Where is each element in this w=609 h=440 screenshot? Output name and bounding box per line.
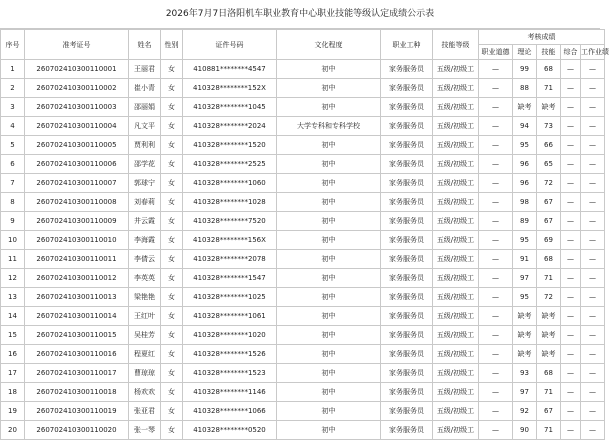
cell-level: 五级/初级工 <box>433 117 479 136</box>
cell-id: 410328********1061 <box>183 307 277 326</box>
cell-name: 凡文平 <box>129 117 161 136</box>
cell-job: 家务服务员 <box>381 212 433 231</box>
cell-skill: 66 <box>537 136 561 155</box>
cell-seq: 2 <box>1 79 25 98</box>
cell-job: 家务服务员 <box>381 383 433 402</box>
cell-ticket: 260702410300110007 <box>25 174 129 193</box>
cell-performance: — <box>581 345 605 364</box>
cell-job: 家务服务员 <box>381 421 433 440</box>
table-row <box>1 345 605 364</box>
cell-level: 五级/初级工 <box>433 326 479 345</box>
cell-level: 五级/初级工 <box>433 231 479 250</box>
cell-job: 家务服务员 <box>381 193 433 212</box>
cell-seq: 17 <box>1 364 25 383</box>
table-header <box>1 30 609 60</box>
cell-theory: 97 <box>513 383 537 402</box>
cell-overall: — <box>561 307 581 326</box>
cell-ticket: 260702410300110016 <box>25 345 129 364</box>
cell-edu: 初中 <box>277 231 381 250</box>
cell-level: 五级/初级工 <box>433 269 479 288</box>
cell-level: 五级/初级工 <box>433 383 479 402</box>
cell-ethics: — <box>479 212 513 231</box>
cell-name: 王红叶 <box>129 307 161 326</box>
cell-overall: — <box>561 269 581 288</box>
cell-performance: — <box>581 402 605 421</box>
cell-ticket: 260702410300110004 <box>25 117 129 136</box>
cell-job: 家务服务员 <box>381 231 433 250</box>
cell-seq: 4 <box>1 117 25 136</box>
cell-overall: — <box>561 155 581 174</box>
cell-ethics: — <box>479 250 513 269</box>
cell-id: 410328********1547 <box>183 269 277 288</box>
cell-skill: 缺考 <box>537 307 561 326</box>
cell-edu: 大学专科和专科学校 <box>277 117 381 136</box>
cell-id: 410328********2525 <box>183 155 277 174</box>
cell-ethics: — <box>479 288 513 307</box>
cell-theory: 99 <box>513 60 537 79</box>
cell-theory: 94 <box>513 117 537 136</box>
cell-ticket: 260702410300110010 <box>25 231 129 250</box>
cell-job: 家务服务员 <box>381 98 433 117</box>
table-row <box>1 155 605 174</box>
cell-ticket: 260702410300110006 <box>25 155 129 174</box>
cell-seq: 14 <box>1 307 25 326</box>
cell-skill: 71 <box>537 421 561 440</box>
cell-name: 刘春莉 <box>129 193 161 212</box>
cell-name: 李英英 <box>129 269 161 288</box>
cell-skill: 71 <box>537 269 561 288</box>
cell-seq: 11 <box>1 250 25 269</box>
cell-level: 五级/初级工 <box>433 193 479 212</box>
cell-overall: — <box>561 174 581 193</box>
cell-skill: 71 <box>537 383 561 402</box>
cell-gender: 女 <box>161 402 183 421</box>
cell-job: 家务服务员 <box>381 269 433 288</box>
cell-overall: — <box>561 193 581 212</box>
cell-edu: 初中 <box>277 326 381 345</box>
cell-seq: 12 <box>1 269 25 288</box>
cell-level: 五级/初级工 <box>433 79 479 98</box>
cell-edu: 初中 <box>277 383 381 402</box>
cell-seq: 3 <box>1 98 25 117</box>
col-header-gender: 性别 <box>161 30 183 60</box>
cell-level: 五级/初级工 <box>433 155 479 174</box>
cell-theory: 89 <box>513 212 537 231</box>
cell-level: 五级/初级工 <box>433 60 479 79</box>
table-row <box>1 212 605 231</box>
cell-overall: — <box>561 288 581 307</box>
cell-seq: 1 <box>1 60 25 79</box>
cell-level: 五级/初级工 <box>433 288 479 307</box>
cell-name: 井云霞 <box>129 212 161 231</box>
cell-id: 410328********7520 <box>183 212 277 231</box>
cell-skill: 68 <box>537 364 561 383</box>
cell-job: 家务服务员 <box>381 155 433 174</box>
cell-edu: 初中 <box>277 174 381 193</box>
cell-job: 家务服务员 <box>381 79 433 98</box>
cell-seq: 20 <box>1 421 25 440</box>
cell-ethics: — <box>479 98 513 117</box>
cell-skill: 67 <box>537 193 561 212</box>
cell-skill: 68 <box>537 60 561 79</box>
cell-ticket: 260702410300110012 <box>25 269 129 288</box>
cell-performance: — <box>581 174 605 193</box>
table-row <box>1 193 605 212</box>
cell-performance: — <box>581 79 605 98</box>
table-row <box>1 231 605 250</box>
cell-overall: — <box>561 402 581 421</box>
col-header-scores-group: 考核成绩 <box>479 30 605 45</box>
cell-id: 410328********2024 <box>183 117 277 136</box>
cell-performance: — <box>581 326 605 345</box>
cell-performance: — <box>581 231 605 250</box>
table-row <box>1 174 605 193</box>
cell-job: 家务服务员 <box>381 174 433 193</box>
cell-id: 410328********1146 <box>183 383 277 402</box>
cell-edu: 初中 <box>277 364 381 383</box>
cell-level: 五级/初级工 <box>433 402 479 421</box>
cell-gender: 女 <box>161 79 183 98</box>
cell-gender: 女 <box>161 231 183 250</box>
cell-ethics: — <box>479 269 513 288</box>
cell-ethics: — <box>479 136 513 155</box>
cell-edu: 初中 <box>277 212 381 231</box>
cell-gender: 女 <box>161 136 183 155</box>
cell-job: 家务服务员 <box>381 345 433 364</box>
page-title: 2026年7月7日洛阳机车职业教育中心职业技能等级认定成绩公示表 <box>0 0 600 29</box>
table-row <box>1 326 605 345</box>
cell-ticket: 260702410300110005 <box>25 136 129 155</box>
cell-seq: 13 <box>1 288 25 307</box>
cell-edu: 初中 <box>277 307 381 326</box>
cell-edu: 初中 <box>277 155 381 174</box>
col-header-seq: 序号 <box>1 30 25 60</box>
cell-theory: 缺考 <box>513 98 537 117</box>
cell-overall: — <box>561 136 581 155</box>
cell-ethics: — <box>479 231 513 250</box>
cell-ethics: — <box>479 402 513 421</box>
cell-skill: 67 <box>537 402 561 421</box>
cell-skill: 缺考 <box>537 98 561 117</box>
table-row <box>1 79 605 98</box>
table-row <box>1 60 605 79</box>
cell-id: 410328********1028 <box>183 193 277 212</box>
cell-performance: — <box>581 98 605 117</box>
cell-edu: 初中 <box>277 288 381 307</box>
cell-job: 家务服务员 <box>381 288 433 307</box>
cell-ticket: 260702410300110009 <box>25 212 129 231</box>
cell-skill: 72 <box>537 288 561 307</box>
cell-level: 五级/初级工 <box>433 364 479 383</box>
cell-job: 家务服务员 <box>381 60 433 79</box>
cell-ethics: — <box>479 421 513 440</box>
cell-ticket: 260702410300110003 <box>25 98 129 117</box>
table-row <box>1 307 605 326</box>
cell-theory: 92 <box>513 402 537 421</box>
cell-performance: — <box>581 155 605 174</box>
table-row <box>1 250 605 269</box>
cell-edu: 初中 <box>277 136 381 155</box>
cell-ethics: — <box>479 60 513 79</box>
table-row <box>1 421 605 440</box>
table-row <box>1 288 605 307</box>
cell-gender: 女 <box>161 345 183 364</box>
cell-level: 五级/初级工 <box>433 421 479 440</box>
cell-edu: 初中 <box>277 269 381 288</box>
cell-edu: 初中 <box>277 193 381 212</box>
cell-seq: 10 <box>1 231 25 250</box>
cell-performance: — <box>581 193 605 212</box>
cell-name: 李倩云 <box>129 250 161 269</box>
cell-level: 五级/初级工 <box>433 98 479 117</box>
cell-performance: — <box>581 136 605 155</box>
cell-name: 曹琼琼 <box>129 364 161 383</box>
cell-ticket: 260702410300110002 <box>25 79 129 98</box>
cell-overall: — <box>561 421 581 440</box>
cell-ethics: — <box>479 193 513 212</box>
cell-edu: 初中 <box>277 79 381 98</box>
cell-ethics: — <box>479 174 513 193</box>
cell-theory: 93 <box>513 364 537 383</box>
col-header-job: 职业工种 <box>381 30 433 60</box>
cell-skill: 69 <box>537 231 561 250</box>
cell-skill: 73 <box>537 117 561 136</box>
cell-theory: 96 <box>513 174 537 193</box>
cell-gender: 女 <box>161 155 183 174</box>
cell-job: 家务服务员 <box>381 326 433 345</box>
col-header-overall: 综合 <box>561 45 581 60</box>
cell-id: 410328********1020 <box>183 326 277 345</box>
cell-name: 贾利利 <box>129 136 161 155</box>
cell-performance: — <box>581 212 605 231</box>
cell-job: 家务服务员 <box>381 307 433 326</box>
cell-gender: 女 <box>161 250 183 269</box>
cell-performance: — <box>581 250 605 269</box>
cell-level: 五级/初级工 <box>433 250 479 269</box>
cell-level: 五级/初级工 <box>433 345 479 364</box>
cell-overall: — <box>561 250 581 269</box>
score-table <box>0 29 609 440</box>
col-header-skill: 技能 <box>537 45 561 60</box>
cell-id: 410328********0520 <box>183 421 277 440</box>
cell-performance: — <box>581 117 605 136</box>
cell-theory: 缺考 <box>513 307 537 326</box>
cell-job: 家务服务员 <box>381 117 433 136</box>
cell-gender: 女 <box>161 288 183 307</box>
cell-seq: 6 <box>1 155 25 174</box>
cell-name: 邵学花 <box>129 155 161 174</box>
cell-theory: 91 <box>513 250 537 269</box>
cell-performance: — <box>581 288 605 307</box>
cell-gender: 女 <box>161 364 183 383</box>
cell-id: 410328********1526 <box>183 345 277 364</box>
cell-seq: 5 <box>1 136 25 155</box>
cell-edu: 初中 <box>277 98 381 117</box>
cell-skill: 72 <box>537 174 561 193</box>
cell-gender: 女 <box>161 421 183 440</box>
col-header-ethics: 职业道德 <box>479 45 513 60</box>
cell-overall: — <box>561 231 581 250</box>
cell-id: 410881********4547 <box>183 60 277 79</box>
cell-name: 杨欢欢 <box>129 383 161 402</box>
cell-ticket: 260702410300110018 <box>25 383 129 402</box>
cell-ethics: — <box>479 345 513 364</box>
cell-overall: — <box>561 326 581 345</box>
cell-name: 李海霞 <box>129 231 161 250</box>
cell-ticket: 260702410300110013 <box>25 288 129 307</box>
cell-seq: 18 <box>1 383 25 402</box>
cell-ethics: — <box>479 117 513 136</box>
cell-skill: 67 <box>537 212 561 231</box>
cell-ticket: 260702410300110020 <box>25 421 129 440</box>
cell-id: 410328********2078 <box>183 250 277 269</box>
col-header-name: 姓名 <box>129 30 161 60</box>
cell-name: 邵丽娟 <box>129 98 161 117</box>
cell-job: 家务服务员 <box>381 364 433 383</box>
cell-name: 程夏红 <box>129 345 161 364</box>
cell-level: 五级/初级工 <box>433 136 479 155</box>
cell-ticket: 260702410300110015 <box>25 326 129 345</box>
cell-skill: 缺考 <box>537 326 561 345</box>
cell-id: 410328********1045 <box>183 98 277 117</box>
cell-edu: 初中 <box>277 250 381 269</box>
cell-skill: 65 <box>537 155 561 174</box>
cell-id: 410328********1060 <box>183 174 277 193</box>
col-header-performance: 工作业绩 <box>581 45 605 60</box>
cell-seq: 8 <box>1 193 25 212</box>
cell-performance: — <box>581 60 605 79</box>
cell-theory: 95 <box>513 288 537 307</box>
cell-level: 五级/初级工 <box>433 212 479 231</box>
cell-id: 410328********152X <box>183 79 277 98</box>
cell-ticket: 260702410300110008 <box>25 193 129 212</box>
cell-theory: 95 <box>513 231 537 250</box>
cell-name: 梁艳艳 <box>129 288 161 307</box>
cell-overall: — <box>561 345 581 364</box>
cell-edu: 初中 <box>277 421 381 440</box>
cell-ethics: — <box>479 326 513 345</box>
cell-name: 张亚君 <box>129 402 161 421</box>
cell-id: 410328********1025 <box>183 288 277 307</box>
cell-ticket: 260702410300110019 <box>25 402 129 421</box>
cell-id: 410328********1520 <box>183 136 277 155</box>
cell-theory: 98 <box>513 193 537 212</box>
cell-theory: 缺考 <box>513 345 537 364</box>
cell-gender: 女 <box>161 326 183 345</box>
cell-name: 崔小青 <box>129 79 161 98</box>
cell-ticket: 260702410300110011 <box>25 250 129 269</box>
cell-id: 410328********156X <box>183 231 277 250</box>
cell-performance: — <box>581 307 605 326</box>
cell-performance: — <box>581 269 605 288</box>
cell-seq: 9 <box>1 212 25 231</box>
table-row <box>1 136 605 155</box>
cell-theory: 90 <box>513 421 537 440</box>
cell-skill: 缺考 <box>537 345 561 364</box>
cell-seq: 15 <box>1 326 25 345</box>
cell-seq: 19 <box>1 402 25 421</box>
cell-overall: — <box>561 383 581 402</box>
cell-edu: 初中 <box>277 60 381 79</box>
cell-edu: 初中 <box>277 402 381 421</box>
cell-performance: — <box>581 421 605 440</box>
cell-overall: — <box>561 364 581 383</box>
cell-ethics: — <box>479 307 513 326</box>
cell-name: 王丽君 <box>129 60 161 79</box>
cell-gender: 女 <box>161 117 183 136</box>
cell-gender: 女 <box>161 174 183 193</box>
cell-job: 家务服务员 <box>381 250 433 269</box>
cell-level: 五级/初级工 <box>433 174 479 193</box>
table-row <box>1 269 605 288</box>
table-row <box>1 98 605 117</box>
table-row <box>1 383 605 402</box>
cell-ethics: — <box>479 155 513 174</box>
cell-edu: 初中 <box>277 345 381 364</box>
cell-theory: 96 <box>513 155 537 174</box>
cell-ticket: 260702410300110017 <box>25 364 129 383</box>
cell-skill: 71 <box>537 79 561 98</box>
col-header-id: 证件号码 <box>183 30 277 60</box>
table-row <box>1 117 605 136</box>
cell-ethics: — <box>479 79 513 98</box>
table-row <box>1 402 605 421</box>
cell-gender: 女 <box>161 383 183 402</box>
cell-seq: 7 <box>1 174 25 193</box>
cell-overall: — <box>561 212 581 231</box>
cell-theory: 88 <box>513 79 537 98</box>
col-header-level: 技能等级 <box>433 30 479 60</box>
cell-name: 郭球宁 <box>129 174 161 193</box>
col-header-edu: 文化程度 <box>277 30 381 60</box>
table-body <box>1 60 605 440</box>
cell-ethics: — <box>479 364 513 383</box>
cell-skill: 68 <box>537 250 561 269</box>
cell-overall: — <box>561 117 581 136</box>
cell-performance: — <box>581 383 605 402</box>
cell-name: 吴桂芳 <box>129 326 161 345</box>
col-header-ticket: 准考证号 <box>25 30 129 60</box>
cell-seq: 16 <box>1 345 25 364</box>
col-header-theory: 理论 <box>513 45 537 60</box>
cell-id: 410328********1523 <box>183 364 277 383</box>
cell-ticket: 260702410300110014 <box>25 307 129 326</box>
cell-gender: 女 <box>161 60 183 79</box>
cell-performance: — <box>581 364 605 383</box>
cell-id: 410328********1066 <box>183 402 277 421</box>
cell-gender: 女 <box>161 269 183 288</box>
cell-gender: 女 <box>161 212 183 231</box>
cell-job: 家务服务员 <box>381 402 433 421</box>
cell-ticket: 260702410300110001 <box>25 60 129 79</box>
cell-ethics: — <box>479 383 513 402</box>
cell-level: 五级/初级工 <box>433 307 479 326</box>
cell-theory: 97 <box>513 269 537 288</box>
cell-overall: — <box>561 79 581 98</box>
cell-job: 家务服务员 <box>381 136 433 155</box>
cell-theory: 缺考 <box>513 326 537 345</box>
cell-gender: 女 <box>161 307 183 326</box>
cell-gender: 女 <box>161 193 183 212</box>
cell-overall: — <box>561 60 581 79</box>
cell-theory: 95 <box>513 136 537 155</box>
cell-gender: 女 <box>161 98 183 117</box>
cell-name: 张一琴 <box>129 421 161 440</box>
cell-overall: — <box>561 98 581 117</box>
table-row <box>1 364 605 383</box>
